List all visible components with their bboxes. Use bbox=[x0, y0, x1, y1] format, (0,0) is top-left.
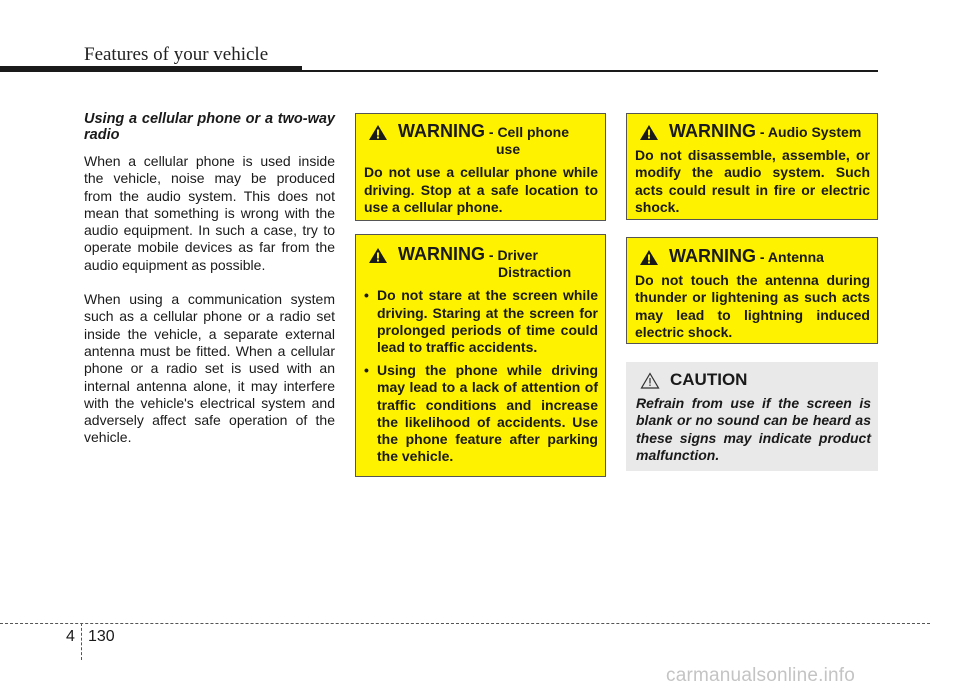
warning-subtitle-cont: use bbox=[496, 141, 521, 158]
caution-triangle-icon bbox=[640, 372, 660, 393]
warning-cell-phone bbox=[355, 113, 606, 221]
bullet-text: Using the phone while driving may lead to a lack of attention of traffic conditions and increase the likelihood of accidents. Use the phone feature after parking the vehicle. bbox=[377, 362, 598, 465]
warning-body: Do not disassemble, assemble, or modify the audio system. Such acts could result in fire or electric shock. bbox=[635, 147, 870, 215]
warning-label: WARNING bbox=[669, 246, 756, 266]
caution-box bbox=[626, 362, 878, 471]
warning-subtitle: - Cell phone bbox=[485, 124, 569, 140]
paragraph: When a cellular phone is used inside the vehicle, noise may be produced from the audio system. This does not mean that something is wrong with the audio equipment. In such a case, try to operate mobile devices as far from the audio equipment as possible. bbox=[84, 153, 335, 273]
section-content bbox=[84, 111, 335, 464]
warning-header bbox=[364, 123, 598, 158]
warning-triangle-icon bbox=[639, 124, 659, 145]
paragraph: When using a communication system such as a cellular phone or a radio set inside the vehicle, a separate external antenna must be fitted. When a cellular phone or a radio set is used with an internal antenna alone, it may interfere with the vehicle's electrical system and adversely affect safe operation of the vehicle. bbox=[84, 291, 335, 446]
warning-subtitle-cont: Distraction bbox=[498, 264, 572, 281]
header-bar bbox=[0, 66, 302, 72]
caution-body: Refrain from use if the screen is blank or no sound can be heard as these signs may indicate product malfunction. bbox=[636, 395, 871, 463]
warning-triangle-icon bbox=[368, 124, 388, 145]
warning-header bbox=[635, 248, 870, 266]
warning-label: WARNING bbox=[398, 121, 485, 141]
bullet-icon: • bbox=[364, 362, 369, 379]
warning-header bbox=[635, 123, 870, 141]
warning-label: WARNING bbox=[398, 244, 485, 264]
warning-bullet-list bbox=[364, 287, 598, 465]
warning-label: WARNING bbox=[669, 121, 756, 141]
warning-header bbox=[364, 246, 598, 281]
warning-antenna bbox=[626, 237, 878, 344]
warning-body: Do not touch the antenna during thunder or lightening as such acts may lead to lightning induced electric shock. bbox=[635, 272, 870, 340]
list-item bbox=[364, 362, 598, 465]
warning-subtitle: - Antenna bbox=[756, 249, 824, 265]
header-rule bbox=[302, 70, 878, 72]
header-title: Features of your vehicle bbox=[84, 44, 269, 65]
footer-rule bbox=[0, 623, 930, 624]
caution-label: CAUTION bbox=[670, 370, 748, 389]
warning-audio-system bbox=[626, 113, 878, 220]
warning-driver-distraction bbox=[355, 234, 606, 477]
list-item bbox=[364, 287, 598, 356]
bullet-text: Do not stare at the screen while driving. Staring at the screen for prolonged periods of time could lead to traffic accidents. bbox=[377, 287, 598, 356]
chapter-number: 4 bbox=[66, 628, 75, 645]
bullet-icon: • bbox=[364, 287, 369, 304]
warning-subtitle: - Driver bbox=[485, 247, 538, 263]
warning-triangle-icon bbox=[639, 249, 659, 270]
watermark: carmanualsonline.info bbox=[666, 665, 856, 686]
warning-triangle-icon bbox=[368, 247, 388, 268]
footer-divider bbox=[81, 623, 82, 660]
page-number: 130 bbox=[88, 628, 115, 645]
caution-header bbox=[636, 371, 871, 389]
warning-subtitle: - Audio System bbox=[756, 124, 862, 140]
section-heading: Using a cellular phone or a two-way radio bbox=[84, 111, 335, 143]
warning-body: Do not use a cellular phone while driving. Stop at a safe location to use a cellular phone. bbox=[364, 164, 598, 215]
